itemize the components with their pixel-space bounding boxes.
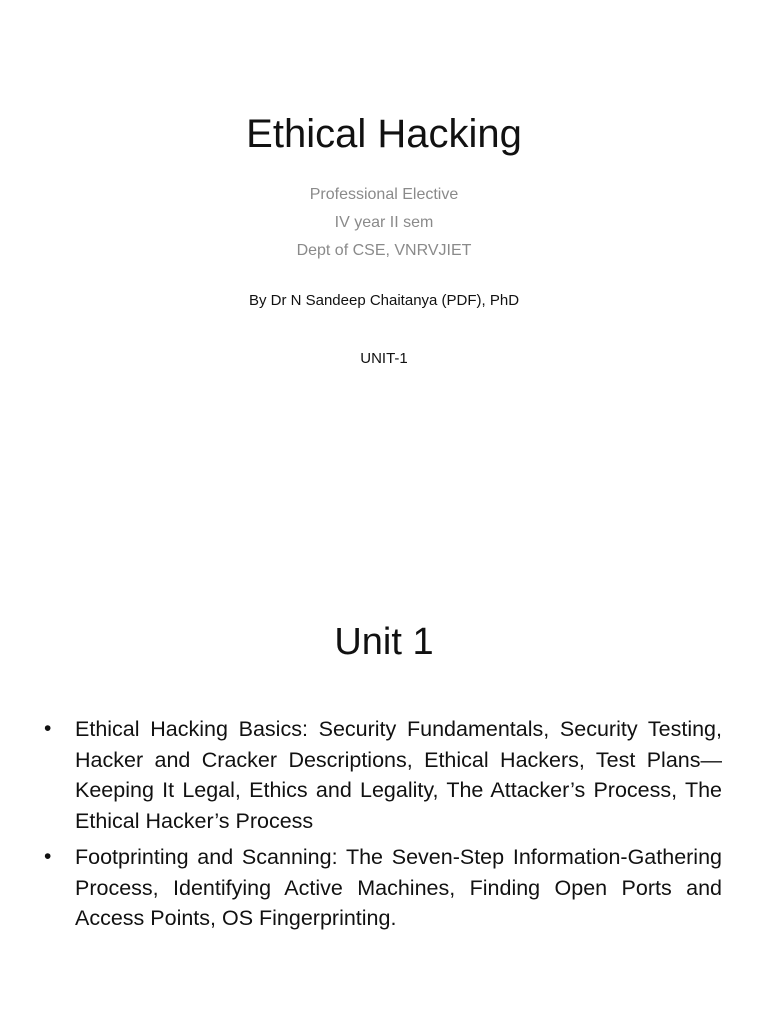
subtitle-semester: IV year II sem (334, 214, 434, 231)
list-item-text: Ethical Hacking Basics: Security Fundamentals, Security Testing, Hacker and Cracker Descriptions, Ethical Hackers, Test Plans—Keeping It Legal, Ethics and Legality, The Attacker’s Process, The Ethical Hacker’s Process (75, 717, 722, 833)
unit-heading: Unit 1 (334, 621, 434, 663)
unit-slide (0, 512, 768, 1024)
subtitle-block (0, 181, 768, 265)
subtitle-course-type: Professional Elective (309, 186, 459, 203)
list-item (44, 714, 722, 836)
presentation-title: Ethical Hacking (246, 112, 522, 156)
author-line: By Dr N Sandeep Chaitanya (PDF), PhD (248, 292, 520, 309)
list-item (44, 842, 722, 934)
bullet-icon: • (44, 845, 52, 868)
bullet-icon: • (44, 717, 52, 740)
topic-list (44, 714, 722, 940)
subtitle-department: Dept of CSE, VNRVJIET (296, 242, 472, 259)
unit-code: UNIT-1 (360, 350, 408, 367)
list-item-text: Footprinting and Scanning: The Seven-Step Information-Gathering Process, Identifying Active Machines, Finding Open Ports and Access Points, OS Fingerprinting. (75, 845, 722, 930)
